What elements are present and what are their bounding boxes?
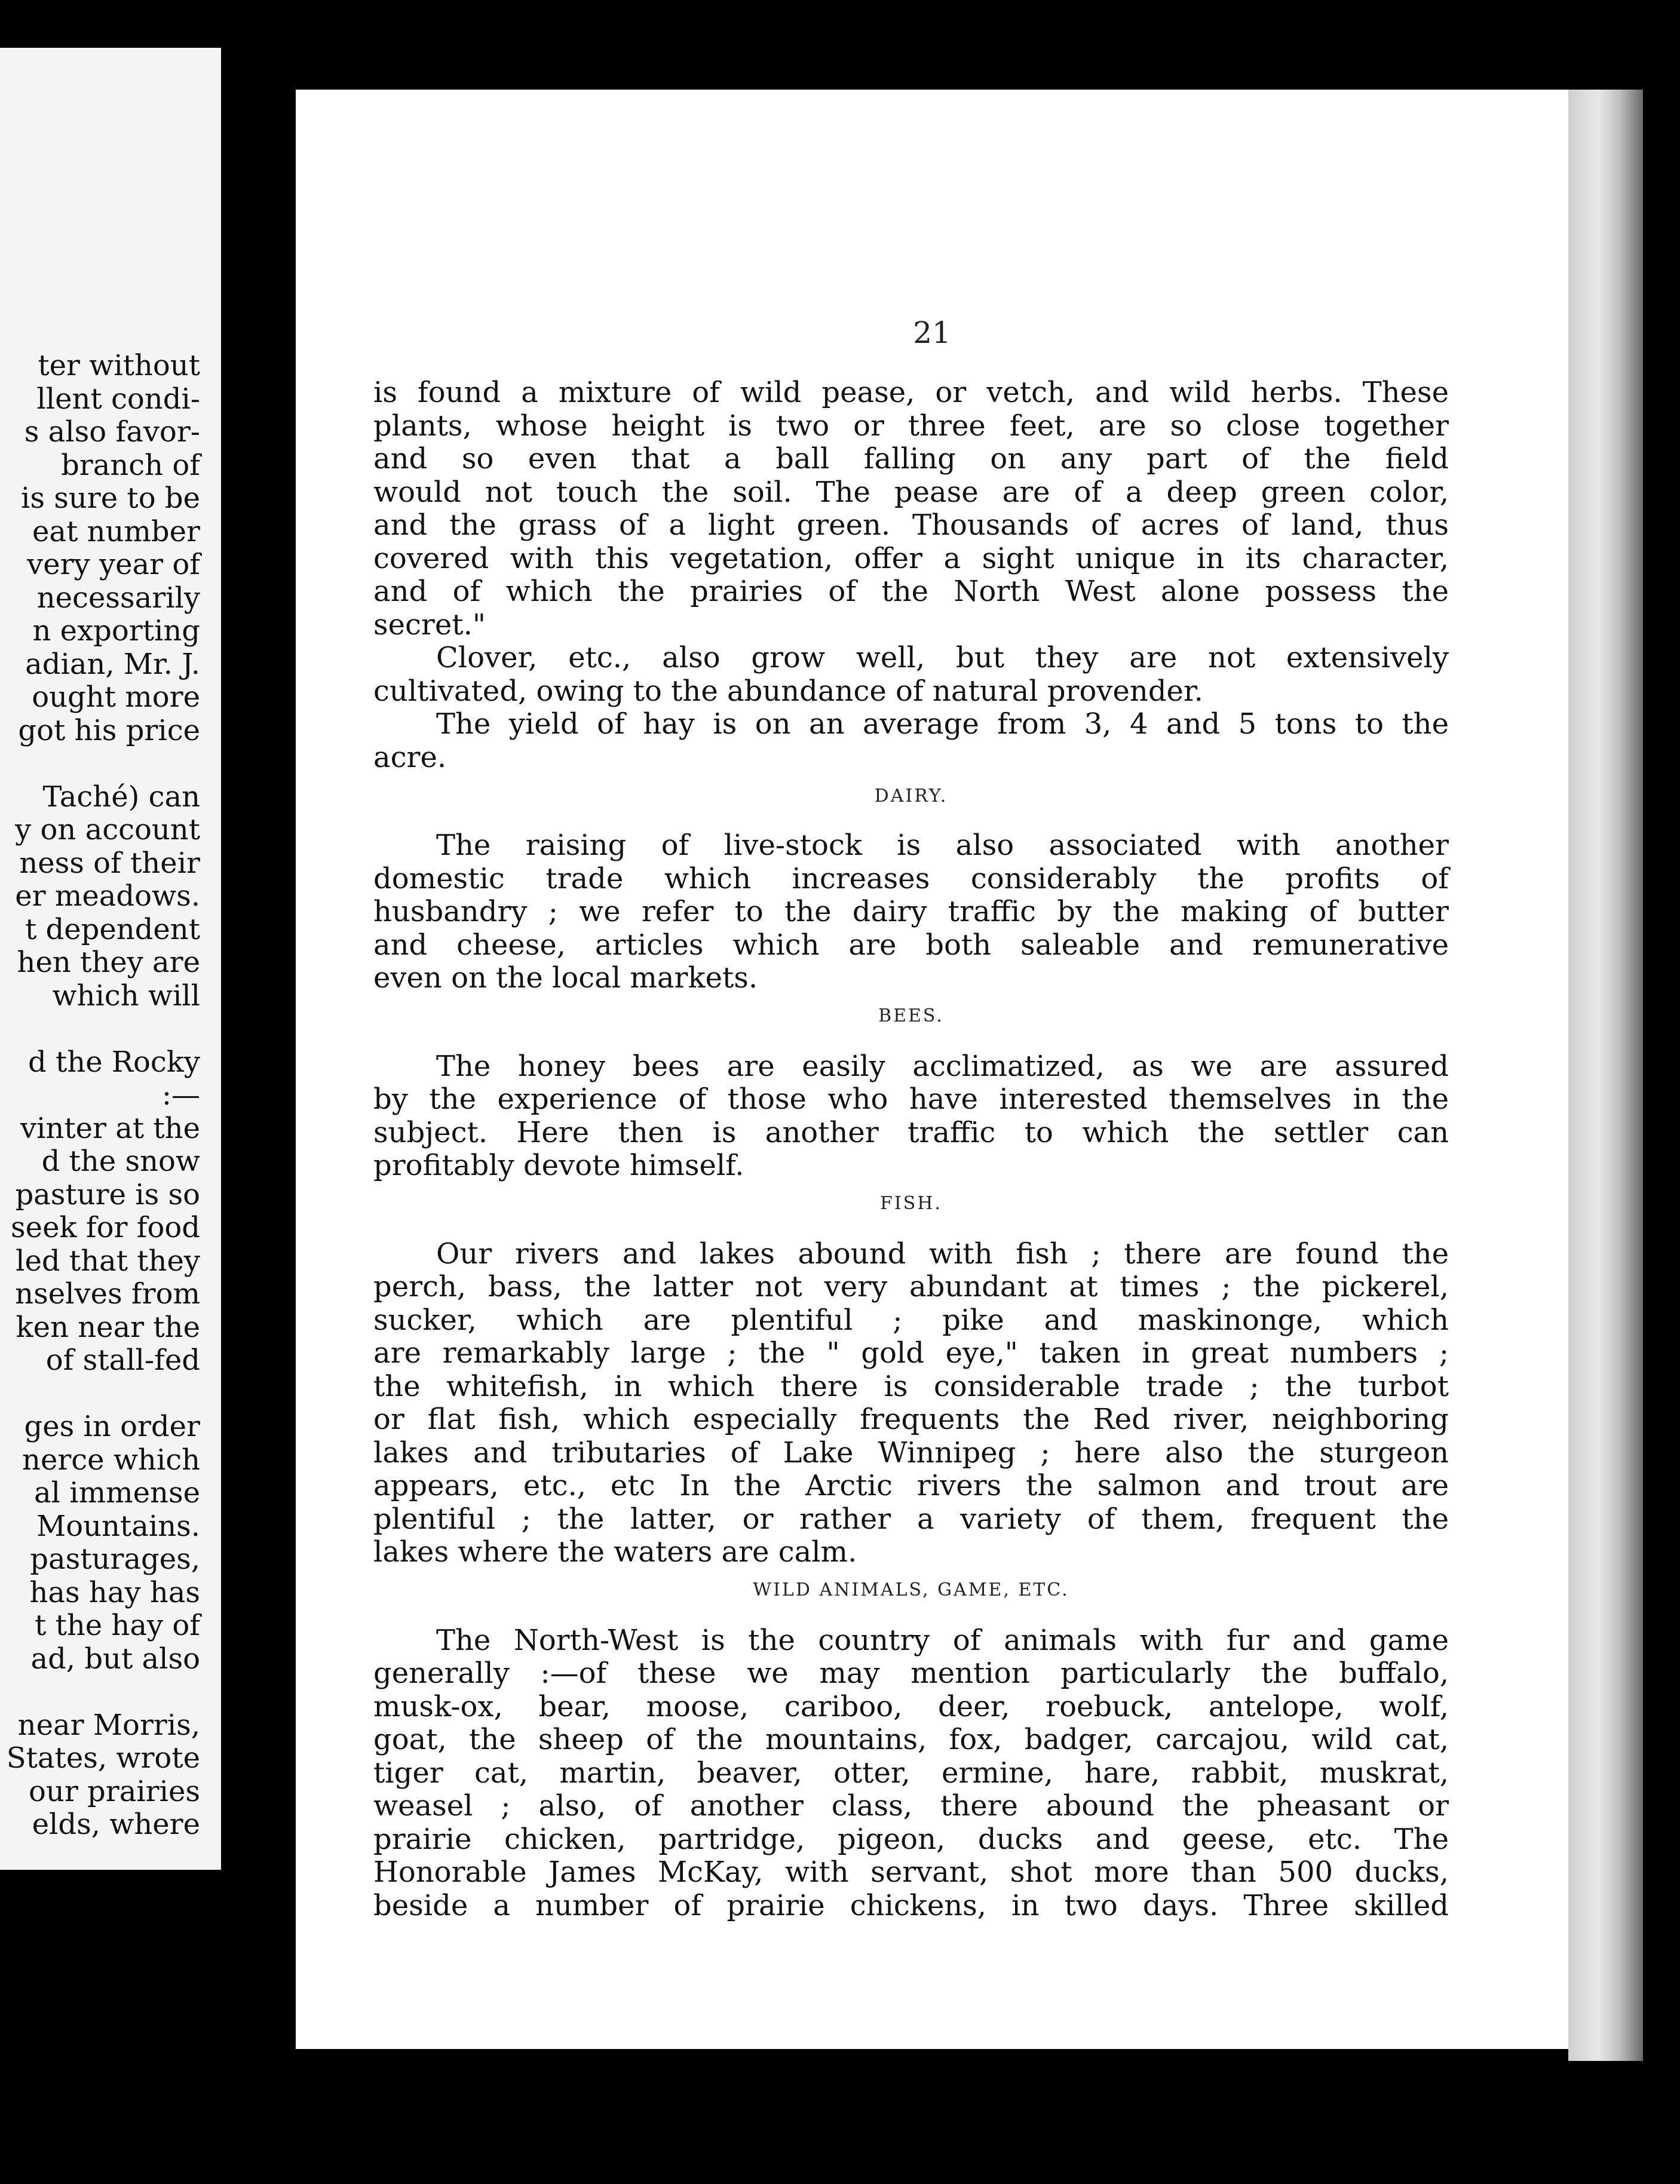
text-line: are remarkably large ; the " gold eye," taken in great numbers ; <box>373 1336 1449 1370</box>
left-page-line: vinter at the <box>20 1111 200 1145</box>
left-page-line: has hay has <box>29 1575 200 1609</box>
left-page-line: which will <box>52 978 200 1013</box>
left-facing-page <box>0 48 221 1870</box>
left-page-line: is sure to be <box>21 481 200 515</box>
bees-paragraph <box>373 1050 1449 1183</box>
text-line: Our rivers and lakes abound with fish ; there are found the <box>436 1237 1449 1271</box>
text-line: even on the local markets. <box>373 961 758 995</box>
left-page-line: ness of their <box>19 846 200 880</box>
left-page-line <box>0 1676 200 1709</box>
text-line: weasel ; also, of another class, there abound the pheasant or <box>373 1789 1449 1823</box>
text-line: and so even that a ball falling on any part of the field <box>373 442 1449 476</box>
text-line: perch, bass, the latter not very abundant at times ; the pickerel, <box>373 1270 1449 1303</box>
text-line: musk-ox, bear, moose, cariboo, deer, roebuck, antelope, wolf, <box>373 1689 1449 1723</box>
text-line: husbandry ; we refer to the dairy traffic by the making of butter <box>373 895 1449 928</box>
book-page-edge <box>1568 90 1643 2061</box>
text-line: The yield of hay is on an average from 3, 4 and 5 tons to the <box>436 707 1449 741</box>
text-line: Clover, etc., also grow well, but they are not extensively <box>436 641 1449 674</box>
left-page-line: t the hay of <box>35 1609 200 1642</box>
text-line: tiger cat, martin, beaver, otter, ermine, hare, rabbit, muskrat, <box>373 1756 1449 1790</box>
page-number: 21 <box>913 315 951 350</box>
left-page-line: Mountains. <box>36 1509 200 1543</box>
text-line: The North-West is the country of animals with fur and game <box>436 1623 1449 1657</box>
left-page-line: d the snow <box>41 1145 200 1178</box>
text-line: or flat fish, which especially frequents the Red river, neighboring <box>373 1403 1449 1436</box>
left-page-line: y on account <box>15 813 200 846</box>
left-page-line: ter without <box>38 349 200 382</box>
left-page-line: ges in order <box>24 1410 200 1443</box>
text-line: beside a number of prairie chickens, in two days. Three skilled <box>373 1888 1449 1922</box>
left-page-line: er meadows. <box>15 879 200 913</box>
clover-paragraph <box>373 642 1449 708</box>
wild-animals-paragraph <box>373 1624 1449 1923</box>
fish-paragraph <box>373 1238 1449 1569</box>
left-page-line: of stall-fed <box>45 1343 200 1377</box>
left-page-line: necessarily <box>36 581 200 615</box>
text-line: the whitefish, in which there is considerable trade ; the turbot <box>373 1369 1449 1403</box>
text-line: Honorable James McKay, with servant, shot more than 500 ducks, <box>373 1855 1449 1889</box>
text-line: sucker, which are plentiful ; pike and maskinonge, which <box>373 1303 1449 1337</box>
text-line: covered with this vegetation, offer a sight unique in its character, <box>373 541 1449 575</box>
text-line: generally :—of these we may mention particularly the buffalo, <box>373 1657 1449 1690</box>
text-line: goat, the sheep of the mountains, fox, badger, carcajou, wild cat, <box>373 1723 1449 1756</box>
left-page-line: very year of <box>27 548 200 581</box>
left-page-line: our prairies <box>29 1774 200 1808</box>
left-page-line: pasture is so <box>15 1177 200 1211</box>
left-page-line: near Morris, <box>17 1708 200 1742</box>
left-page-line: ken near the <box>16 1310 200 1344</box>
text-line: plentiful ; the latter, or rather a variety of them, frequent the <box>373 1502 1449 1536</box>
fish-heading: FISH. <box>880 1192 942 1214</box>
text-line: plants, whose height is two or three feet, are so close together <box>373 409 1449 443</box>
left-page-line: ought more <box>32 680 200 714</box>
left-page-line <box>0 1013 200 1046</box>
page-body <box>373 376 1449 1922</box>
left-page-line: elds, where <box>32 1808 200 1841</box>
left-page-line: Taché) can <box>42 780 200 814</box>
text-line: and the grass of a light green. Thousands of acres of land, thus <box>373 508 1449 542</box>
left-page-text <box>0 349 200 1842</box>
text-line: prairie chicken, partridge, pigeon, ducks and geese, etc. The <box>373 1822 1449 1856</box>
left-page-line: pasturages, <box>30 1542 200 1576</box>
text-line: appears, etc., etc In the Arctic rivers the salmon and trout are <box>373 1469 1449 1502</box>
text-line: cultivated, owing to the abundance of natural provender. <box>373 674 1203 708</box>
left-page-line: eat number <box>32 514 200 548</box>
left-page-line: d the Rocky <box>28 1045 200 1079</box>
text-line: The honey bees are easily acclimatized, as we are assured <box>436 1049 1449 1083</box>
text-line: lakes where the waters are calm. <box>373 1535 857 1569</box>
left-page-line: got his price <box>18 713 200 747</box>
text-line: lakes and tributaries of Lake Winnipeg ; here also the sturgeon <box>373 1435 1449 1470</box>
text-line: would not touch the soil. The pease are of a deep green color, <box>373 475 1449 509</box>
text-line: is found a mixture of wild pease, or vetch, and wild herbs. These <box>373 376 1449 409</box>
left-page-line: :— <box>161 1078 200 1112</box>
left-page-line: led that they <box>16 1244 200 1278</box>
left-page-line: seek for food <box>11 1211 200 1244</box>
text-line: and cheese, articles which are both saleable and remunerative <box>373 928 1449 962</box>
left-page-line: t dependent <box>24 912 200 946</box>
text-line: and of which the prairies of the North West alone possess the <box>373 575 1449 608</box>
left-page-line: adian, Mr. J. <box>25 647 200 681</box>
dairy-paragraph <box>373 829 1449 995</box>
hay-paragraph <box>373 708 1449 774</box>
bees-heading: BEES. <box>878 1005 944 1026</box>
left-page-line: n exporting <box>32 614 200 648</box>
left-page-line: s also favor- <box>24 415 200 449</box>
text-line: secret." <box>373 608 486 642</box>
dairy-heading: DAIRY. <box>874 786 948 806</box>
wild-animals-heading: WILD ANIMALS, GAME, ETC. <box>753 1579 1069 1600</box>
left-page-line: nerce which <box>22 1443 200 1477</box>
left-page-line <box>0 747 200 781</box>
text-line: The raising of live-stock is also associated with another <box>436 829 1449 862</box>
text-line: domestic trade which increases considerably the profits of <box>373 861 1449 895</box>
left-page-line: branch of <box>61 448 200 482</box>
left-page-line: al immense <box>34 1476 200 1510</box>
text-line: profitably devote himself. <box>373 1149 744 1182</box>
left-page-line: nselves from <box>15 1277 200 1311</box>
right-page <box>296 90 1568 2049</box>
left-page-line: llent condi- <box>36 382 200 416</box>
text-line: subject. Here then is another traffic to which the settler can <box>373 1115 1449 1149</box>
left-page-line <box>0 1378 200 1411</box>
intro-paragraph <box>373 376 1449 642</box>
left-page-line: hen they are <box>17 946 200 979</box>
text-line: by the experience of those who have interested themselves in the <box>373 1082 1449 1116</box>
left-page-line: States, wrote <box>6 1741 200 1775</box>
left-page-line: ad, but also <box>30 1642 200 1676</box>
text-line: acre. <box>373 740 447 774</box>
